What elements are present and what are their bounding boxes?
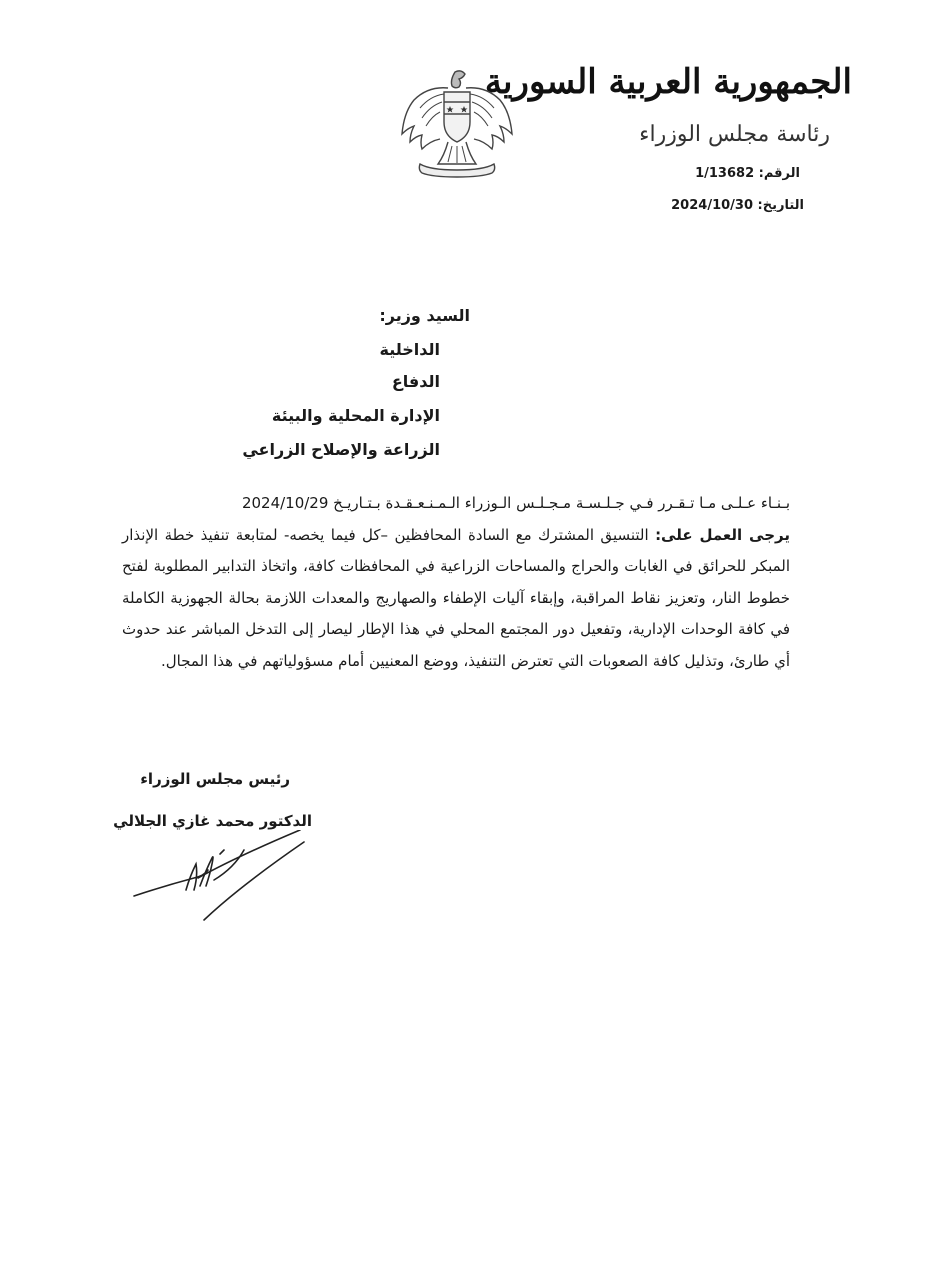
body-intro: بـنـاء عـلـى مـا تـقـرر فـي جـلـسـة مـجـلـس الـوزراء الـمـنـعـقـدة بـتـاريـخ 2024/10/29 [241, 494, 790, 512]
body-request-label: يرجى العمل على: [655, 525, 790, 544]
recipient-interior: الداخلية [379, 340, 440, 359]
letterhead-country: الجمهورية العربية السورية [484, 62, 852, 102]
letterhead-office: رئاسة مجلس الوزراء [639, 122, 830, 147]
recipient-agriculture: الزراعة والإصلاح الزراعي [242, 440, 440, 459]
signatory-title: رئيس مجلس الوزراء [140, 770, 290, 788]
reference-date-label: التاريخ: [757, 198, 804, 213]
recipient-defense: الدفاع [391, 372, 440, 391]
reference-date [671, 198, 804, 213]
addressee-title: السيد وزير: [379, 306, 470, 325]
body-request-text: التنسيق المشترك مع السادة المحافظين –كل فيما يخصه- لمتابعة تنفيذ خطة الإنذار المبكر للحرائق في الغابات والحراج والمساحات الزراعية في المحافظات كافة، واتخاذ التدابير المطلوبة لفتح خطوط النار، وتعزيز نقاط المراقبة، وإبقاء آليات الإطفاء والصهاريج والمعدات اللازمة بحالة الجهوزية الكاملة في كافة الوحدات الإدارية، وتفعيل دور المجتمع المحلي في هذا الإطار ليصار إلى التدخل المباشر عند حدوث أي طارئ، وتذليل كافة الصعوبات التي تعترض التنفيذ، ووضع المعنيين أمام مسؤولياتهم في هذا المجال. [122, 525, 790, 670]
letter-body [122, 488, 790, 677]
reference-number-value: 1/13682 [695, 166, 755, 181]
reference-number [695, 166, 800, 181]
reference-number-label: الرقم: [758, 166, 800, 181]
syrian-eagle-emblem-icon [398, 66, 516, 178]
body-request [122, 520, 790, 678]
handwritten-signature-icon [128, 830, 328, 930]
recipient-local-admin: الإدارة المحلية والبيئة [271, 406, 440, 425]
signatory-name: الدكتور محمد غازي الجلالي [113, 812, 312, 830]
reference-date-value: 2024/10/30 [671, 198, 753, 213]
